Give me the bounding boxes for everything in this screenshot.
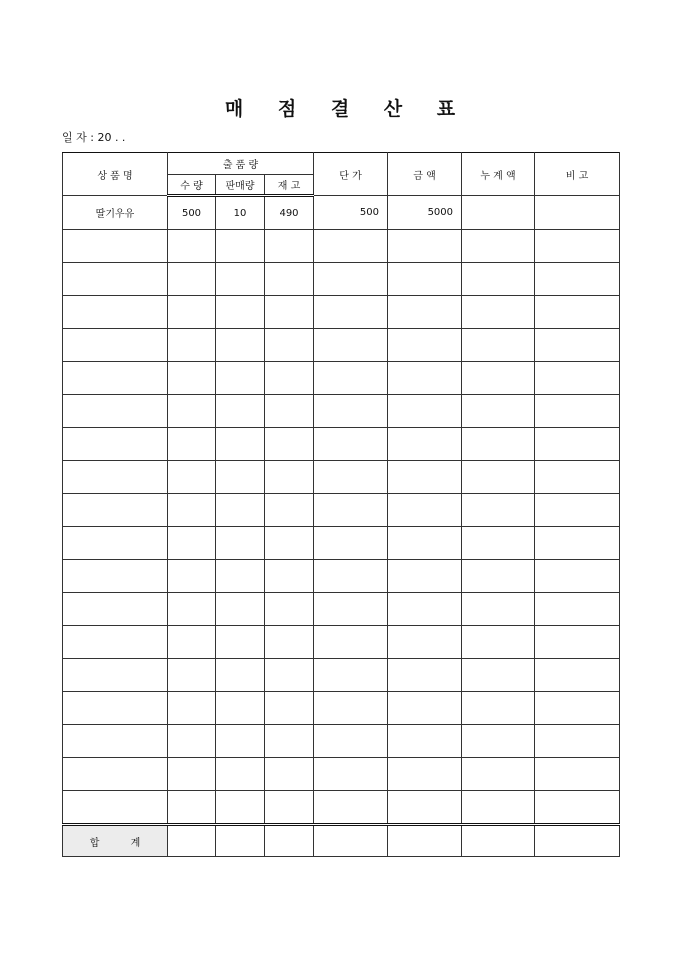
cell-sold[interactable] [216,593,265,626]
date-label: 일 자 : 20 . . [62,131,126,144]
table-row [63,461,620,494]
cell-remarks[interactable] [535,296,620,329]
table-row [63,527,620,560]
cell-product[interactable] [63,230,168,263]
cell-cumulative[interactable] [462,626,535,659]
cell-qty[interactable] [168,329,216,362]
cell-amount[interactable] [388,329,462,362]
cell-remain[interactable] [265,527,314,560]
total-remarks[interactable] [535,825,620,857]
cell-remain[interactable] [265,626,314,659]
cell-qty[interactable] [168,659,216,692]
cell-product[interactable] [63,626,168,659]
cell-remain[interactable] [265,461,314,494]
cell-unit-price[interactable] [314,230,388,263]
cell-qty[interactable] [168,626,216,659]
total-label: 합 계 [63,825,168,857]
cell-product[interactable] [63,395,168,428]
cell-remarks[interactable] [535,395,620,428]
cell-cumulative[interactable] [462,428,535,461]
cell-amount[interactable] [388,494,462,527]
table-row [63,196,620,230]
cell-unit-price[interactable] [314,527,388,560]
cell-qty[interactable]: 500 [168,196,216,230]
total-row [63,825,620,857]
cell-remain[interactable] [265,593,314,626]
table-row [63,230,620,263]
cell-unit-price[interactable] [314,659,388,692]
table-row [63,263,620,296]
cell-unit-price[interactable] [314,362,388,395]
table-row [63,362,620,395]
header-remarks: 비 고 [535,153,620,196]
table-body [63,196,620,825]
cell-qty[interactable] [168,560,216,593]
cell-cumulative[interactable] [462,494,535,527]
cell-sold[interactable] [216,527,265,560]
cell-qty[interactable] [168,230,216,263]
cell-remain[interactable] [265,362,314,395]
cell-remarks[interactable] [535,725,620,758]
cell-sold[interactable] [216,791,265,825]
cell-unit-price[interactable] [314,395,388,428]
cell-amount[interactable] [388,692,462,725]
cell-unit-price[interactable] [314,758,388,791]
cell-amount[interactable] [388,758,462,791]
header-sold: 판매량 [216,175,265,196]
cell-remain[interactable] [265,758,314,791]
header-remain: 재 고 [265,175,314,196]
cell-qty[interactable] [168,725,216,758]
cell-amount[interactable] [388,725,462,758]
cell-remain[interactable] [265,296,314,329]
cell-product[interactable] [63,692,168,725]
header-unit-price: 단 가 [314,153,388,196]
cell-sold[interactable] [216,692,265,725]
table-row [63,428,620,461]
cell-qty[interactable] [168,263,216,296]
table-row [63,692,620,725]
total-amount[interactable] [388,825,462,857]
cell-remain[interactable] [265,230,314,263]
cell-remain[interactable]: 490 [265,196,314,230]
table-row [63,659,620,692]
cell-unit-price[interactable] [314,329,388,362]
cell-amount[interactable] [388,395,462,428]
cell-qty[interactable] [168,758,216,791]
cell-qty[interactable] [168,362,216,395]
header-product: 상 품 명 [63,153,168,196]
cell-cumulative[interactable] [462,659,535,692]
cell-product[interactable] [63,461,168,494]
cell-qty[interactable] [168,494,216,527]
cell-amount[interactable] [388,230,462,263]
cell-amount[interactable] [388,263,462,296]
cell-cumulative[interactable] [462,296,535,329]
total-sold[interactable] [216,825,265,857]
cell-amount[interactable] [388,296,462,329]
cell-qty[interactable] [168,395,216,428]
cell-product[interactable] [63,758,168,791]
cell-cumulative[interactable] [462,593,535,626]
cell-unit-price[interactable] [314,428,388,461]
cell-remarks[interactable] [535,659,620,692]
cell-product[interactable] [63,791,168,825]
cell-product[interactable] [63,560,168,593]
cell-remain[interactable] [265,725,314,758]
table-row [63,296,620,329]
cell-remarks[interactable] [535,626,620,659]
cell-product[interactable] [63,362,168,395]
cell-qty[interactable] [168,527,216,560]
header-cumulative: 누 계 액 [462,153,535,196]
table-row [63,791,620,825]
table-row [63,758,620,791]
cell-remain[interactable] [265,659,314,692]
cell-unit-price[interactable] [314,626,388,659]
cell-sold[interactable] [216,428,265,461]
cell-qty[interactable] [168,428,216,461]
cell-unit-price[interactable] [314,494,388,527]
table-row [63,560,620,593]
cell-product[interactable] [63,329,168,362]
cell-amount[interactable]: 5000 [388,196,462,230]
cell-sold[interactable] [216,296,265,329]
total-cumulative[interactable] [462,825,535,857]
cell-remarks[interactable] [535,196,620,230]
cell-remain[interactable] [265,263,314,296]
table-row [63,593,620,626]
cell-amount[interactable] [388,659,462,692]
cell-remarks[interactable] [535,428,620,461]
cell-cumulative[interactable] [462,692,535,725]
header-qty: 수 량 [168,175,216,196]
cell-sold[interactable] [216,395,265,428]
cell-product[interactable] [63,263,168,296]
cell-qty[interactable] [168,791,216,825]
cell-sold[interactable]: 10 [216,196,265,230]
cell-unit-price[interactable] [314,560,388,593]
cell-sold[interactable] [216,362,265,395]
cell-qty[interactable] [168,296,216,329]
cell-amount[interactable] [388,461,462,494]
cell-cumulative[interactable] [462,527,535,560]
cell-remain[interactable] [265,428,314,461]
cell-sold[interactable] [216,725,265,758]
cell-remarks[interactable] [535,527,620,560]
cell-remarks[interactable] [535,494,620,527]
cell-unit-price[interactable] [314,692,388,725]
cell-remarks[interactable] [535,560,620,593]
cell-unit-price[interactable] [314,593,388,626]
cell-sold[interactable] [216,626,265,659]
cell-unit-price[interactable] [314,263,388,296]
cell-amount[interactable] [388,527,462,560]
cell-cumulative[interactable] [462,196,535,230]
cell-remarks[interactable] [535,758,620,791]
cell-sold[interactable] [216,494,265,527]
header-stock-group: 출 품 량 [168,153,314,175]
cell-qty[interactable] [168,692,216,725]
cell-cumulative[interactable] [462,230,535,263]
cell-remarks[interactable] [535,791,620,825]
cell-amount[interactable] [388,428,462,461]
cell-sold[interactable] [216,230,265,263]
cell-cumulative[interactable] [462,758,535,791]
cell-cumulative[interactable] [462,263,535,296]
total-remain[interactable] [265,825,314,857]
cell-product[interactable] [63,296,168,329]
cell-remain[interactable] [265,494,314,527]
cell-product[interactable] [63,428,168,461]
cell-remarks[interactable] [535,362,620,395]
table-row [63,329,620,362]
cell-remain[interactable] [265,692,314,725]
total-qty[interactable] [168,825,216,857]
cell-unit-price[interactable] [314,461,388,494]
total-unit-price[interactable] [314,825,388,857]
cell-remain[interactable] [265,791,314,825]
table-row [63,395,620,428]
cell-sold[interactable] [216,329,265,362]
cell-product[interactable] [63,494,168,527]
cell-cumulative[interactable] [462,329,535,362]
cell-remain[interactable] [265,329,314,362]
cell-remarks[interactable] [535,593,620,626]
cell-remarks[interactable] [535,329,620,362]
cell-sold[interactable] [216,263,265,296]
cell-remarks[interactable] [535,692,620,725]
cell-unit-price[interactable] [314,725,388,758]
table-row [63,494,620,527]
cell-cumulative[interactable] [462,791,535,825]
cell-product[interactable] [63,725,168,758]
cell-sold[interactable] [216,560,265,593]
cell-remarks[interactable] [535,230,620,263]
cell-cumulative[interactable] [462,560,535,593]
cell-product[interactable] [63,659,168,692]
table-row [63,725,620,758]
cell-remain[interactable] [265,395,314,428]
cell-cumulative[interactable] [462,362,535,395]
cell-qty[interactable] [168,461,216,494]
cell-remarks[interactable] [535,461,620,494]
cell-amount[interactable] [388,560,462,593]
cell-product[interactable] [63,593,168,626]
header-amount: 금 액 [388,153,462,196]
cell-sold[interactable] [216,659,265,692]
cell-remain[interactable] [265,560,314,593]
cell-product[interactable]: 딸기우유 [63,196,168,230]
cell-cumulative[interactable] [462,461,535,494]
cell-unit-price[interactable]: 500 [314,196,388,230]
cell-product[interactable] [63,527,168,560]
cell-sold[interactable] [216,461,265,494]
cell-qty[interactable] [168,593,216,626]
cell-unit-price[interactable] [314,296,388,329]
cell-amount[interactable] [388,362,462,395]
cell-cumulative[interactable] [462,725,535,758]
cell-amount[interactable] [388,626,462,659]
table-row [63,626,620,659]
cell-sold[interactable] [216,758,265,791]
cell-unit-price[interactable] [314,791,388,825]
cell-amount[interactable] [388,593,462,626]
page-title: 매 점 결 산 표 [224,98,470,120]
cell-remarks[interactable] [535,263,620,296]
cell-amount[interactable] [388,791,462,825]
settlement-table [62,152,620,857]
cell-cumulative[interactable] [462,395,535,428]
